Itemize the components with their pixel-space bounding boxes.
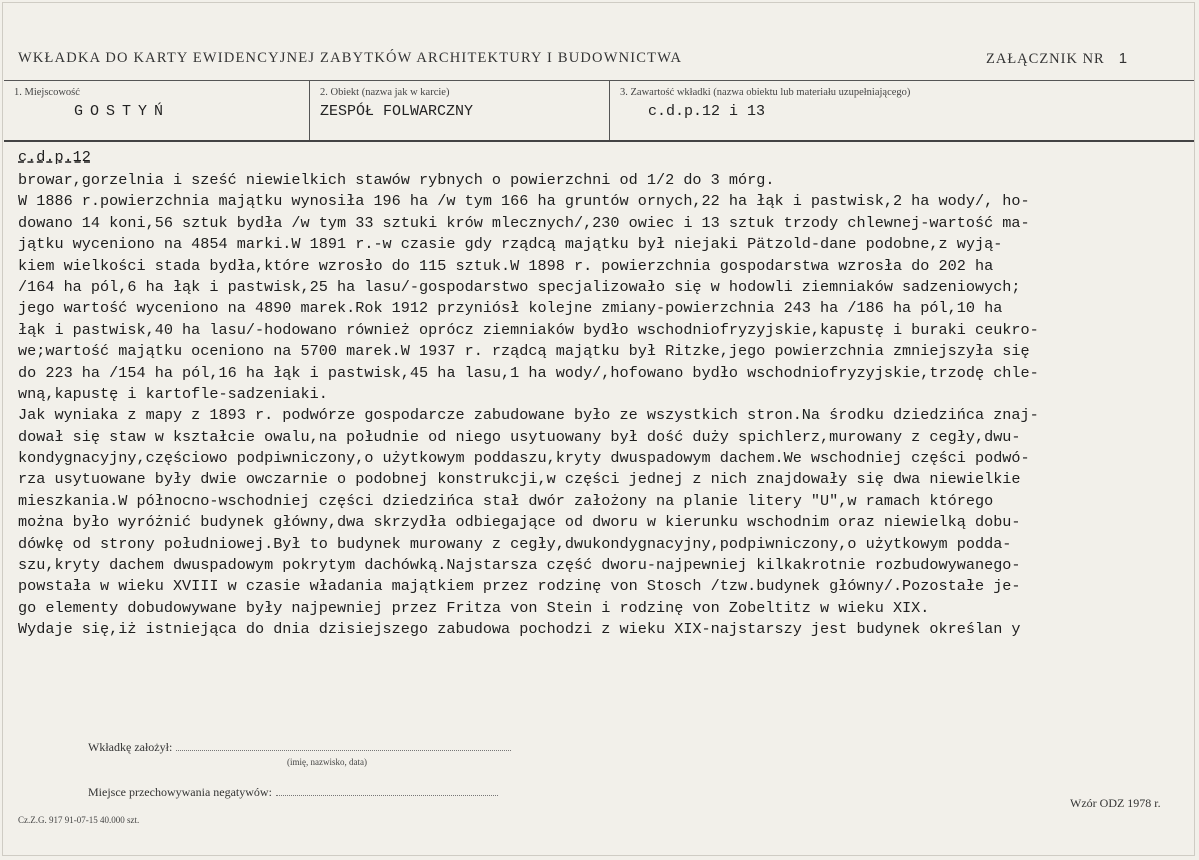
storage-label: Miejsce przechowywania negatywów: bbox=[88, 785, 272, 799]
founder-label: Wkładkę założył: bbox=[88, 740, 173, 754]
form-title: WKŁADKA DO KARTY EWIDENCYJNEJ ZABYTKÓW ARCHITEKTURY I BUDOWNICTWA bbox=[18, 50, 683, 66]
text-line: dówkę od strony południowej.Był to budynek murowany z cegły,dwukondygnacyjny,podpiwniczony,o użytkowym podda- bbox=[18, 534, 1012, 553]
field-contents-value: c.d.p.12 i 13 bbox=[648, 103, 766, 120]
field-object-value: ZESPÓŁ FOLWARCZNY bbox=[320, 103, 474, 120]
annex-number: 1 bbox=[1118, 50, 1129, 67]
text-line: go elementy dobudowywane były najpewniej przez Fritza von Stein i rodzinę von Zobeltitz w wieku XIX. bbox=[18, 598, 930, 617]
storage-blank-line bbox=[276, 795, 498, 796]
typed-body bbox=[18, 148, 1178, 641]
text-line: browar,gorzelnia i sześć niewielkich stawów rybnych o powierzchni od 1/2 do 3 mórg. bbox=[18, 171, 775, 189]
field-contents-label: 3. Zawartość wkładki (nazwa obiektu lub materiału uzupełniającego) bbox=[620, 87, 911, 98]
text-line: mieszkania.W północno-wschodniej części dziedzińca stał dwór założony na planie litery "U",w ramach którego bbox=[18, 491, 994, 510]
print-code: Cz.Z.G. 917 91-07-15 40.000 szt. bbox=[18, 815, 140, 825]
field-object bbox=[310, 81, 610, 140]
form-fields-row bbox=[4, 80, 1194, 142]
text-line: W 1886 r.powierzchnia majątku wynosiła 196 ha /w tym 166 ha gruntów ornych,22 ha łąk i pastwisk,2 ha wody/, ho- bbox=[18, 192, 1030, 211]
text-line: łąk i pastwisk,40 ha lasu/-hodowano również oprócz ziemniaków bydło wschodniofryzyjskie,kapustę i buraki ceukro- bbox=[18, 320, 1039, 339]
text-line: powstała w wieku XVIII w czasie władania majątkiem przez rodzinę von Stosch /tzw.budynek główny/.Pozostałe je- bbox=[18, 577, 1021, 596]
founder-blank-line bbox=[176, 750, 511, 751]
form-code: Wzór ODZ 1978 r. bbox=[1070, 796, 1161, 810]
text-line: szu,kryty dachem dwuspadowym pokrytym dachówką.Najstarsza część dworu-najpewniej kilkakrotnie rozbudowywanego- bbox=[18, 556, 1021, 575]
field-location-label: 1. Miejscowość bbox=[14, 87, 80, 98]
annex-label bbox=[986, 50, 1128, 68]
founder-hint: (imię, nazwisko, data) bbox=[287, 757, 367, 767]
text-line: wną,kapustę i kartofle-sadzeniaki. bbox=[18, 384, 328, 403]
text-line: można było wyróżnić budynek główny,dwa skrzydła odbiegające od dworu w kierunku wschodnim oraz niewielką dobu- bbox=[18, 513, 1021, 532]
text-line: dował się staw w kształcie owalu,na południe od niego usytuowany był dość duży spichlerz,murowany z cegły,dwu- bbox=[18, 427, 1021, 446]
text-line: Wydaje się,iż istniejąca do dnia dzisiejszego zabudowa pochodzi z wieku XIX-najstarszy jest budynek określan y bbox=[18, 620, 1021, 639]
field-object-label: 2. Obiekt (nazwa jak w karcie) bbox=[320, 87, 450, 98]
text-line: jego wartość wyceniono na 4890 marek.Rok 1912 przyniósł kolejne zmiany-powierzchnia 243 ha /186 ha pól,10 ha bbox=[18, 299, 1003, 318]
text-line: kiem wielkości stada bydła,które wzrosło do 115 sztuk.W 1898 r. powierzchnia gospodarstwa wzrosła do 202 ha bbox=[18, 256, 994, 275]
storage-field bbox=[88, 785, 498, 800]
paragraph-history bbox=[18, 170, 1178, 405]
founder-field bbox=[88, 740, 511, 755]
field-location bbox=[4, 81, 310, 140]
text-line: Jak wyniaka z mapy z 1893 r. podwórze gospodarcze zabudowane było ze wszystkich stron.Na środku dziedzińca znaj- bbox=[18, 406, 1039, 425]
text-line: do 223 ha /154 ha pól,16 ha łąk i pastwisk,45 ha lasu,1 ha wody/,hofowano bydło wschodniofryzyjskie,trzodę chle- bbox=[18, 363, 1039, 382]
text-line: kondygnacyjny,częściowo podpiwniczony,o użytkowym poddaszu,kryty dwuspadowym dachem.We wschodniej części podwó- bbox=[18, 449, 1030, 468]
field-contents bbox=[610, 81, 1194, 140]
paragraph-conclusion bbox=[18, 619, 1178, 640]
annex-label-text: ZAŁĄCZNIK NR bbox=[986, 51, 1105, 67]
text-line: /164 ha pól,6 ha łąk i pastwisk,25 ha lasu/-gospodarstwo specjalizowało się w hodowli ziemniaków sadzeniowych; bbox=[18, 277, 1021, 296]
continuation-ref: c.d.p.12 bbox=[18, 148, 91, 166]
field-location-value: GOSTYŃ bbox=[74, 103, 171, 120]
text-line: jątku wyceniono na 4854 marki.W 1891 r.-w czasie gdy rządcą majątku był niejaki Pätzold-dane podobne,z wyją- bbox=[18, 235, 1003, 254]
text-line: dowano 14 koni,56 sztuk bydła /w tym 33 sztuki krów mlecznych/,230 owiec i 13 sztuk trzody chlewnej-wartość ma- bbox=[18, 213, 1030, 232]
paragraph-map-description bbox=[18, 405, 1178, 619]
text-line: we;wartość majątku oceniono na 5700 marek.W 1937 r. rządcą majątku był Ritzke,jego powierzchnia zmniejszyła się bbox=[18, 342, 1030, 361]
text-line: rza usytuowane były dwie owczarnie o podobnej konstrukcji,w części jednej z nich znajdowały się dwa niewielkie bbox=[18, 470, 1021, 489]
